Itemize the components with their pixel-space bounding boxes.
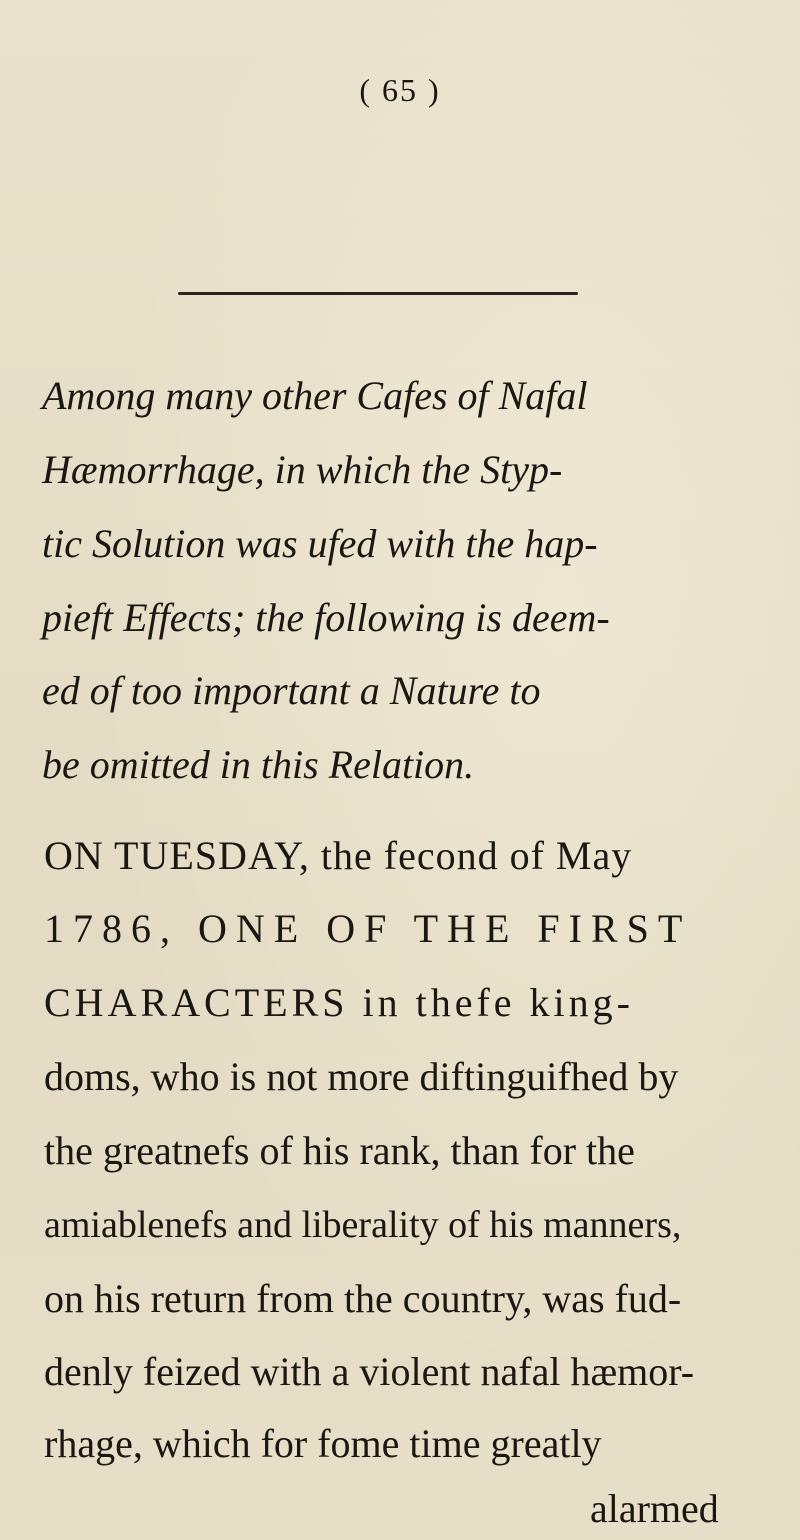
intro-line: Among many other Cafes of Nafal xyxy=(42,373,588,419)
catchword: alarmed xyxy=(590,1486,719,1531)
body-line: ON TUESDAY, the fecond of May xyxy=(44,832,633,878)
body-line: on his return from the country, was fud- xyxy=(44,1275,682,1321)
body-line: CHARACTERS in thefe king- xyxy=(44,980,634,1026)
intro-line: be omitted in this Relation. xyxy=(42,742,475,788)
page-number: ( 65 ) xyxy=(359,72,441,108)
body-line: the greatnefs of his rank, than for the xyxy=(44,1127,635,1173)
intro-line: ed of too important a Nature to xyxy=(42,668,541,714)
body-line: denly feized with a violent nafal hæmor- xyxy=(44,1349,695,1395)
body-line: 1786, ONE OF THE FIRST xyxy=(44,906,692,952)
body-line: rhage, which for fome time greatly xyxy=(44,1421,602,1467)
header-rule xyxy=(178,292,578,295)
body-line: amiablenefs and liberality of his manners, xyxy=(44,1203,682,1246)
intro-line: Hæmorrhage, in which the Styp- xyxy=(42,446,563,492)
intro-line: pieft Effects; the following is deem- xyxy=(42,594,610,640)
body-line: doms, who is not more diftinguifhed by xyxy=(44,1054,679,1100)
intro-line: tic Solution was ufed with the hap- xyxy=(42,520,598,566)
